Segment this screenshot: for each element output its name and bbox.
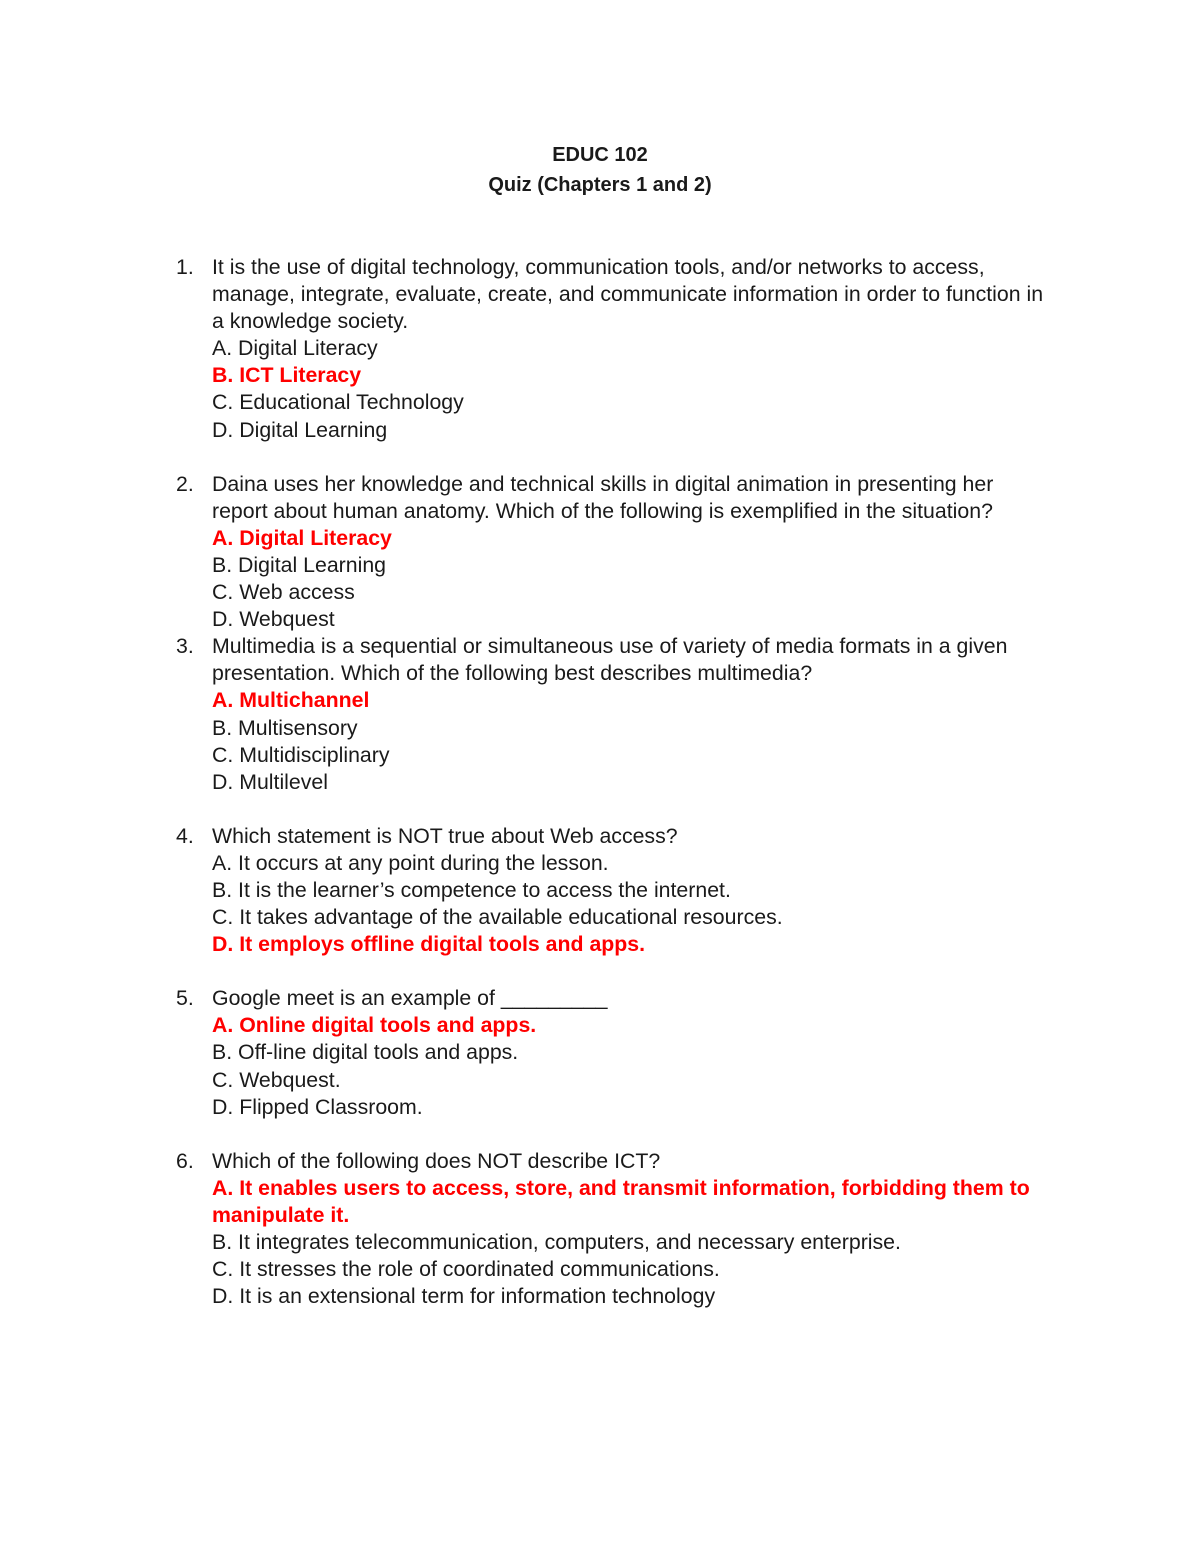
answer-option: C. It takes advantage of the available educational resources. [212, 905, 783, 930]
question-1 [0, 254, 1200, 444]
question-6 [0, 1148, 1200, 1311]
correct-answer-option: A. It enables users to access, store, and transmit information, forbidding them to manipulate it. [212, 1175, 1030, 1227]
answer-option: D. Flipped Classroom. [212, 1094, 423, 1119]
question-number: 5. [176, 986, 194, 1011]
answer-option: B. Digital Learning [212, 552, 387, 577]
answer-option: C. Multidisciplinary [212, 742, 390, 767]
correct-answer-option: A. Online digital tools and apps. [212, 1013, 537, 1038]
correct-answer-option: A. Multichannel [212, 688, 370, 713]
correct-answer-option: B. ICT Literacy [212, 363, 362, 388]
question-number: 1. [176, 255, 194, 279]
quiz-title: Quiz (Chapters 1 and 2) [488, 174, 712, 196]
document-header [0, 140, 1200, 200]
answer-option: D. Webquest [212, 607, 335, 632]
question-stem: Daina uses her knowledge and technical skills in digital animation in presenting her report about human anatomy. Which of the following is exemplified in the situation? [212, 471, 994, 523]
question-stem: Google meet is an example of _________ [212, 986, 608, 1011]
question-number: 3. [176, 634, 194, 659]
question-stem: Which of the following does NOT describe ICT? [212, 1148, 661, 1173]
question-3 [0, 633, 1200, 796]
question-2 [0, 471, 1200, 634]
question-stem: Multimedia is a sequential or simultaneous use of variety of media formats in a given presentation. Which of the following best describes multimedia? [212, 634, 1008, 686]
answer-option: C. Web access [212, 580, 355, 605]
question-stem: It is the use of digital technology, communication tools, and/or networks to access, manage, integrate, evaluate, create, and communicate information in order to function in a knowledge society. [212, 255, 1044, 334]
spacer [0, 958, 1200, 985]
answer-option: B. Off-line digital tools and apps. [212, 1040, 519, 1065]
answer-option: A. Digital Literacy [212, 336, 378, 361]
answer-option: B. Multisensory [212, 715, 358, 740]
answer-option: D. It is an extensional term for information technology [212, 1284, 716, 1309]
question-number: 4. [176, 823, 194, 848]
correct-answer-option: D. It employs offline digital tools and apps. [212, 932, 646, 957]
answer-option: D. Multilevel [212, 769, 328, 794]
answer-option: A. It occurs at any point during the lesson. [212, 850, 609, 875]
answer-option: C. Educational Technology [212, 390, 464, 415]
correct-answer-option: A. Digital Literacy [212, 525, 392, 550]
question-list [0, 254, 1200, 1310]
answer-option: B. It integrates telecommunication, computers, and necessary enterprise. [212, 1230, 901, 1254]
question-5 [0, 985, 1200, 1120]
answer-option: B. It is the learner’s competence to access the internet. [212, 877, 731, 902]
course-code: EDUC 102 [552, 144, 648, 166]
answer-option: D. Digital Learning [212, 417, 388, 442]
question-4 [0, 823, 1200, 958]
spacer [0, 796, 1200, 823]
answer-option: C. It stresses the role of coordinated communications. [212, 1257, 720, 1282]
question-number: 2. [176, 471, 194, 496]
question-number: 6. [176, 1148, 194, 1173]
spacer [0, 1121, 1200, 1148]
answer-option: C. Webquest. [212, 1067, 341, 1092]
question-stem: Which statement is NOT true about Web access? [212, 823, 678, 848]
spacer [0, 444, 1200, 471]
